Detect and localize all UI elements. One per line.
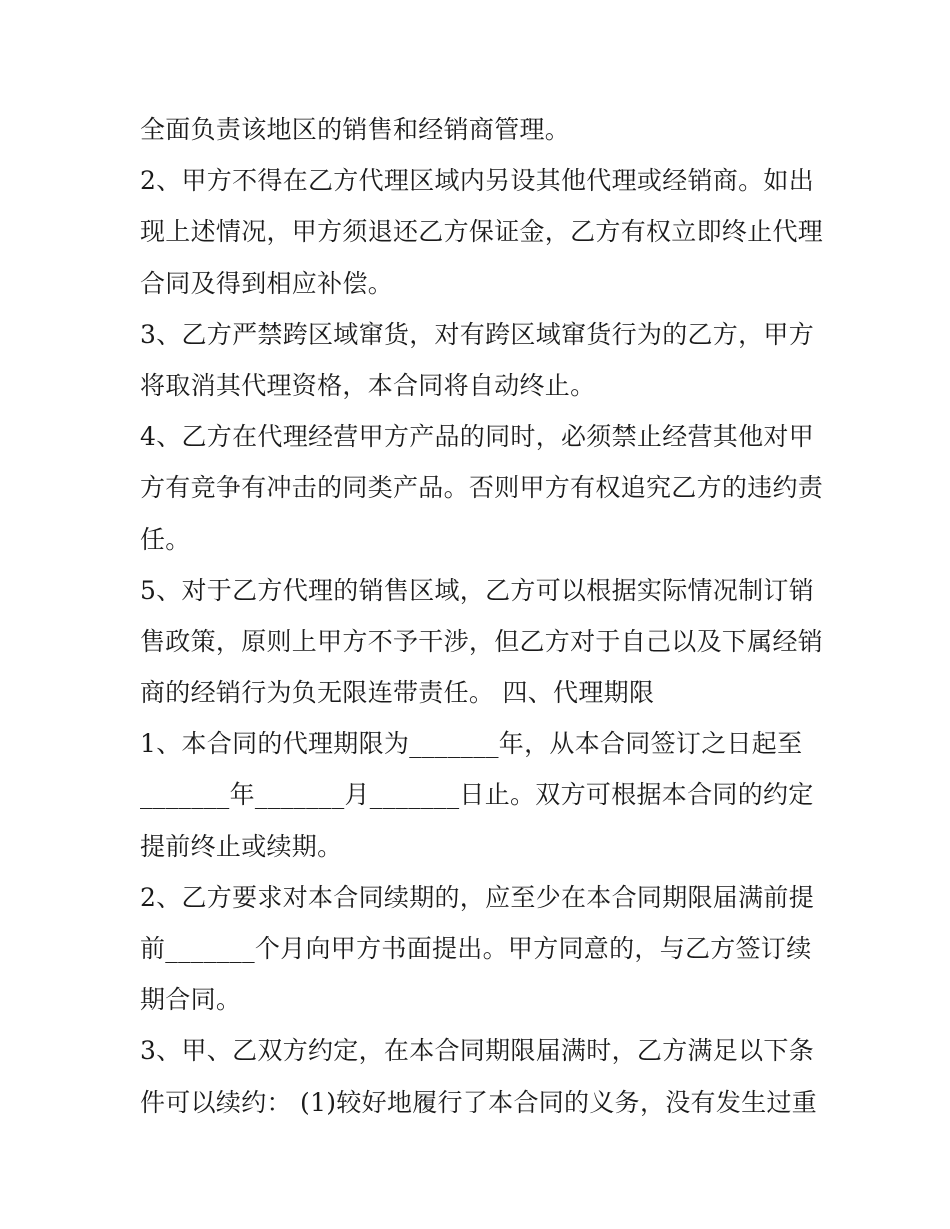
text-line: 提前终止或续期。 <box>140 831 343 861</box>
text-line: 件可以续约： (1)较好地履行了本合同的义务，没有发生过重 <box>140 1087 818 1117</box>
text-line: 2、乙方要求对本合同续期的，应至少在本合同期限届满前提 <box>140 882 815 912</box>
text-line: 商的经销行为负无限连带责任。 四、代理期限 <box>140 678 655 708</box>
text-line: 5、对于乙方代理的销售区域，乙方可以根据实际情况制订销 <box>140 575 815 605</box>
text-line: 任。 <box>140 524 191 554</box>
text-line: 全面负责该地区的销售和经销商管理。 <box>140 115 571 144</box>
text-line: 将取消其代理资格，本合同将自动终止。 <box>140 370 596 400</box>
text-line: 4、乙方在代理经营甲方产品的同时，必须禁止经营其他对甲 <box>140 422 815 452</box>
text-line: 2、甲方不得在乙方代理区域内另设其他代理或经销商。如出 <box>140 166 815 196</box>
text-line: 3、乙方严禁跨区域窜货，对有跨区域窜货行为的乙方，甲方 <box>140 319 815 349</box>
text-line: 售政策，原则上甲方不予干涉，但乙方对于自己以及下属经销 <box>140 626 824 656</box>
text-line: 1、本合同的代理期限为_______年，从本合同签订之日起至 <box>140 729 803 759</box>
document-body <box>140 104 824 1128</box>
text-line: 合同及得到相应补偿。 <box>140 268 394 298</box>
text-line: 现上述情况，甲方须退还乙方保证金，乙方有权立即终止代理 <box>140 217 824 247</box>
text-line: 3、甲、乙双方约定，在本合同期限届满时，乙方满足以下条 <box>140 1036 815 1066</box>
text-line: _______年_______月_______日止。双方可根据本合同的约定 <box>140 780 814 810</box>
text-line: 期合同。 <box>140 985 242 1015</box>
text-line: 方有竞争有冲击的同类产品。否则甲方有权追究乙方的违约责 <box>140 473 824 503</box>
text-line: 前_______个月向甲方书面提出。甲方同意的，与乙方签订续 <box>140 934 812 963</box>
